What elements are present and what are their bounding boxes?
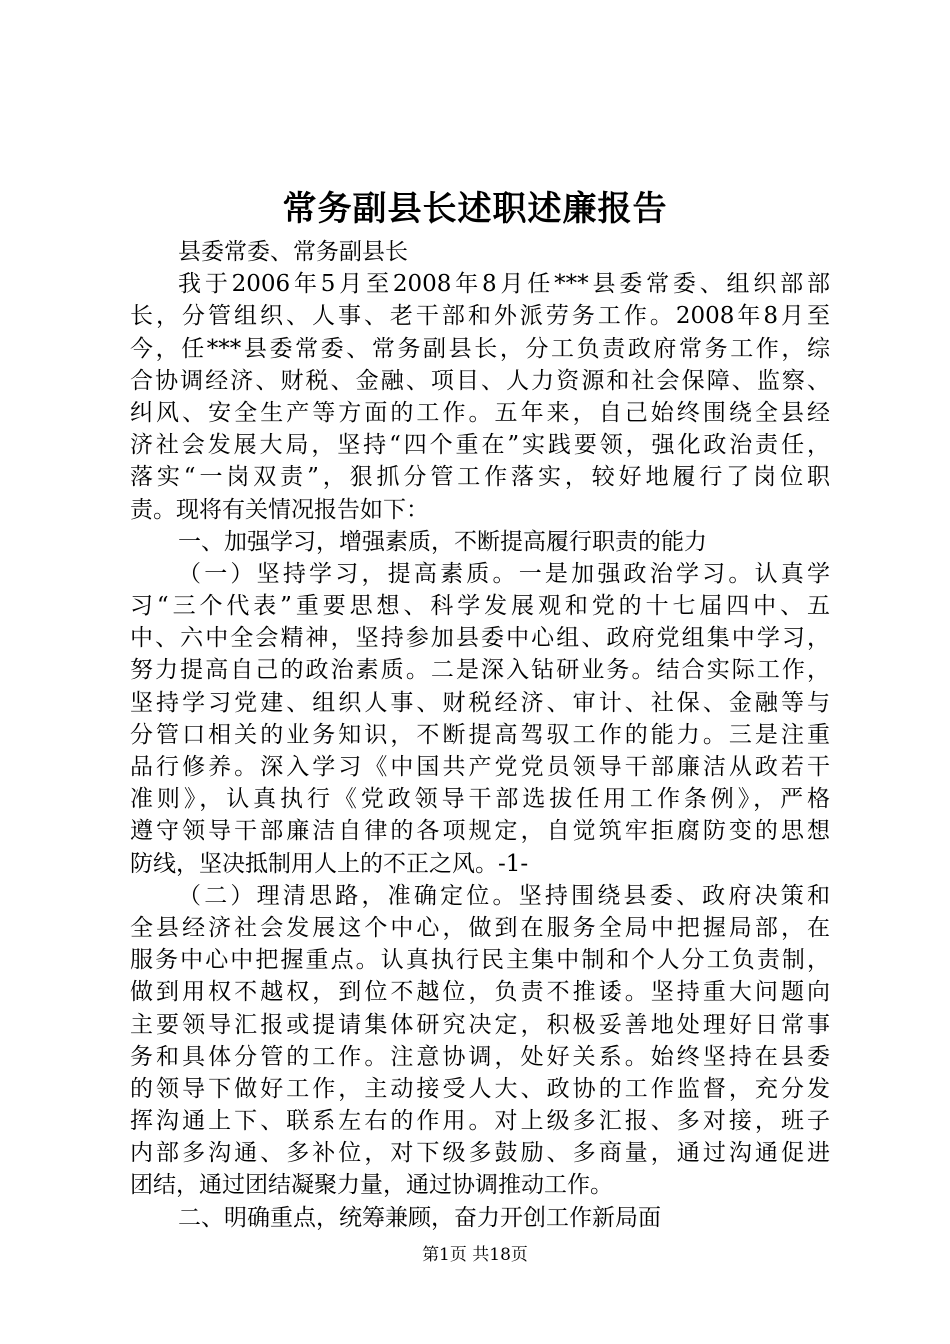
document-title: 常务副县长述职述廉报告: [282, 189, 668, 229]
text-line: 遵守领导干部廉洁自律的各项规定，自觉筑牢拒腐防变的思想: [130, 818, 830, 845]
page-number-footer: 第1页 共18页: [422, 1245, 528, 1265]
text-line: 服务中心中把握重点。认真执行民主集中制和个人分工负责制，: [130, 947, 830, 974]
section-heading: 二、明确重点，统筹兼顾，奋力开创工作新局面: [178, 1204, 661, 1231]
text-line: 合协调经济、财税、金融、项目、人力资源和社会保障、监察、: [130, 367, 830, 394]
text-line: 今，任***县委常委、常务副县长，分工负责政府常务工作，综: [130, 335, 830, 362]
text-line: 纠风、安全生产等方面的工作。五年来，自己始终围绕全县经: [130, 399, 830, 426]
text-line: 县委常委、常务副县长: [178, 239, 408, 265]
text-line: 落实“一岗双责”，狠抓分管工作落实，较好地履行了岗位职: [130, 464, 830, 491]
text-line: 内部多沟通、多补位，对下级多鼓励、多商量，通过沟通促进: [130, 1140, 830, 1167]
text-line: 主要领导汇报或提请集体研究决定，积极妥善地处理好日常事: [130, 1011, 830, 1038]
text-line: 我于2006年5月至2008年8月任***县委常委、组织部部: [178, 271, 830, 298]
text-line: 务和具体分管的工作。注意协调，处好关系。始终坚持在县委: [130, 1043, 830, 1070]
text-line: （二）理清思路，准确定位。坚持围绕县委、政府决策和: [178, 882, 830, 909]
text-line: 团结，通过团结凝聚力量，通过协调推动工作。: [130, 1172, 613, 1199]
text-line: 习“三个代表”重要思想、科学发展观和党的十七届四中、五: [130, 593, 830, 620]
text-line: 分管口相关的业务知识，不断提高驾驭工作的能力。三是注重: [130, 721, 830, 748]
text-line: 准则》，认真执行《党政领导干部选拔任用工作条例》，严格: [130, 786, 830, 813]
text-line: 的领导下做好工作，主动接受人大、政协的工作监督，充分发: [130, 1075, 830, 1102]
text-line: 品行修养。深入学习《中国共产党党员领导干部廉洁从政若干: [130, 754, 830, 780]
text-line: 做到用权不越权，到位不越位，负责不推诿。坚持重大问题向: [130, 979, 830, 1006]
document-body: [130, 236, 830, 1234]
text-line: 济社会发展大局，坚持“四个重在”实践要领，强化政治责任，: [130, 432, 830, 459]
text-line: 中、六中全会精神，坚持参加县委中心组、政府党组集中学习，: [130, 625, 830, 652]
text-line: 坚持学习党建、组织人事、财税经济、审计、社保、金融等与: [130, 689, 830, 716]
text-line: 防线，坚决抵制用人上的不正之风。-1-: [130, 850, 529, 877]
text-line: 挥沟通上下、联系左右的作用。对上级多汇报、多对接，班子: [130, 1108, 830, 1135]
section-heading: 一、加强学习，增强素质，不断提高履行职责的能力: [178, 528, 707, 555]
text-line: 全县经济社会发展这个中心，做到在服务全局中把握局部，在: [130, 914, 830, 941]
text-line: （一）坚持学习，提高素质。一是加强政治学习。认真学: [178, 560, 830, 587]
text-line: 长，分管组织、人事、老干部和外派劳务工作。2008年8月至: [130, 303, 830, 330]
text-line: 努力提高自己的政治素质。二是深入钻研业务。结合实际工作，: [130, 657, 830, 684]
text-line: 责。现将有关情况报告如下：: [130, 496, 429, 523]
